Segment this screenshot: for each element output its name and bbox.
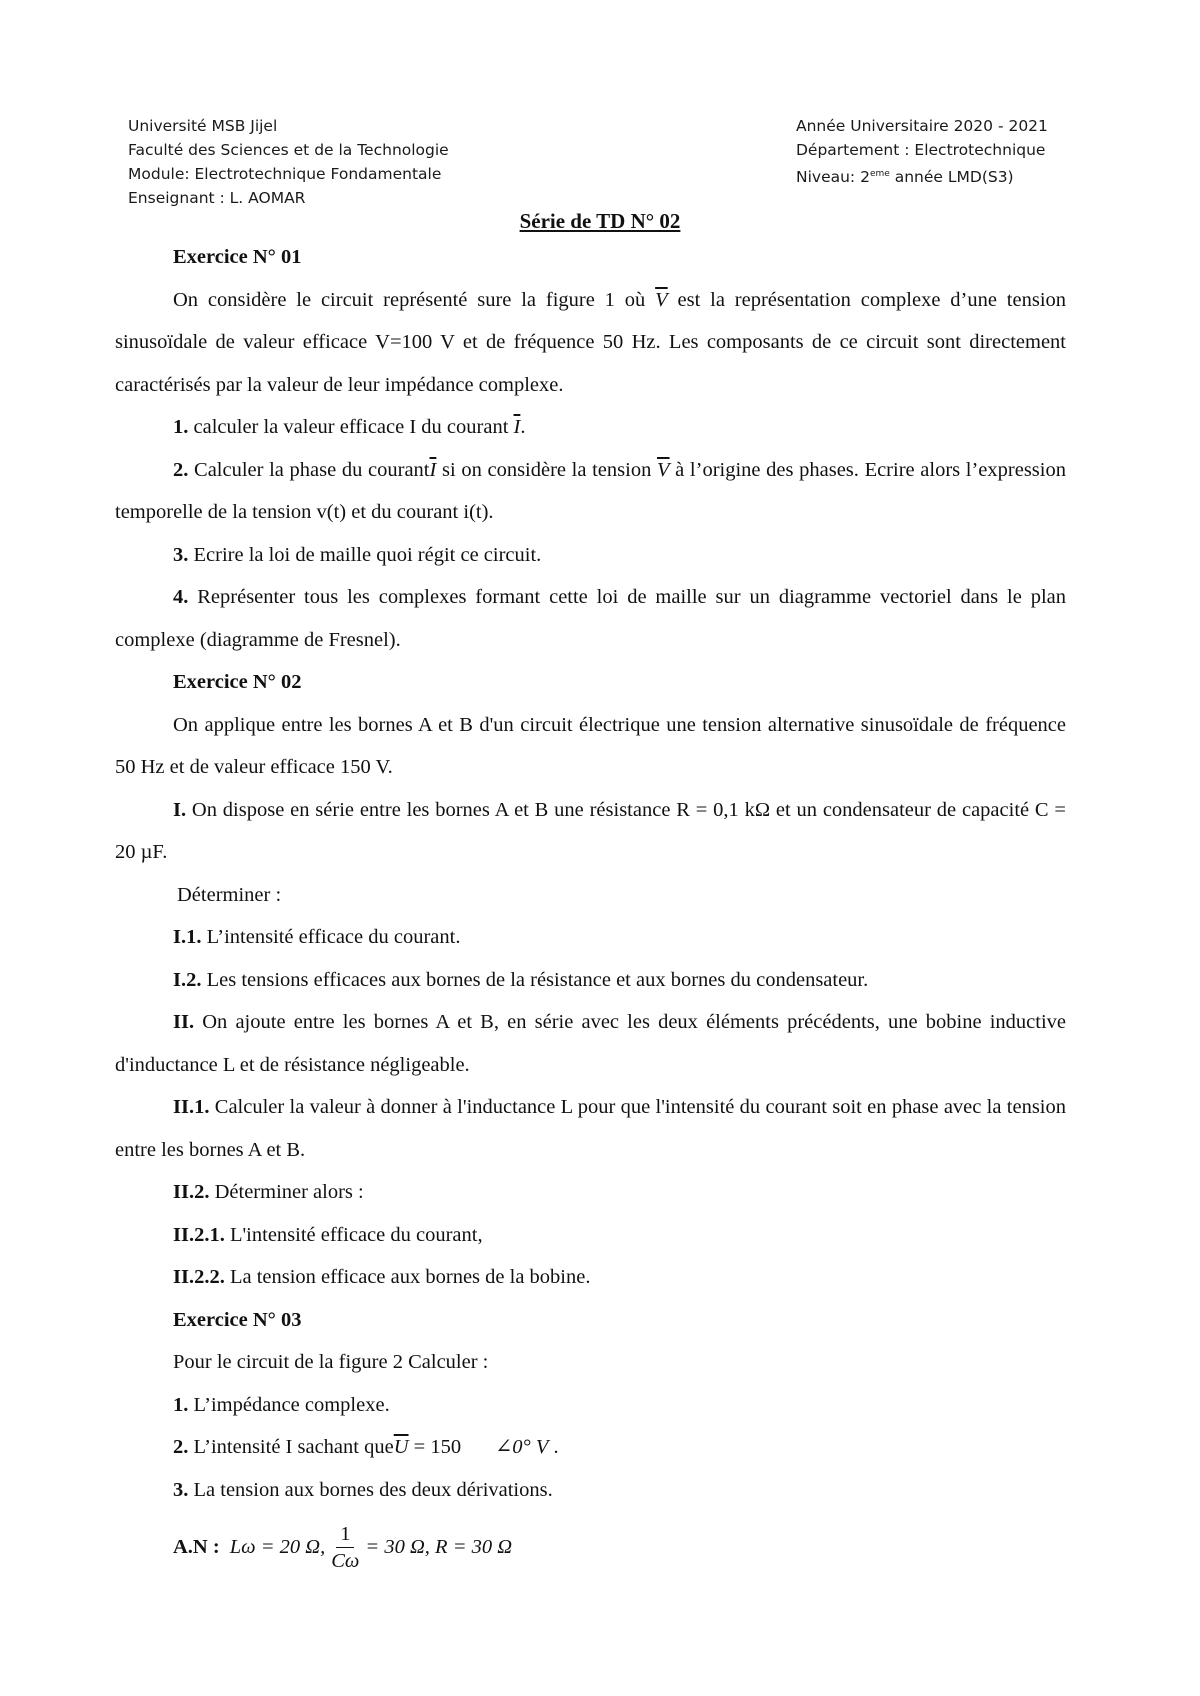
exercise-2-question-1-2: I.2. Les tensions efficaces aux bornes de la résistance et aux bornes du condensateur. [173,968,869,991]
exercise-content [115,236,1066,1579]
exercise-2-part-1: I. On dispose en série entre les bornes A et B une résistance R = 0,1 kΩ et un condensateur de capacité C = 20 µF. [115,798,1066,863]
exercise-3-numerical-application [115,1515,1066,1579]
header-university: Université MSB Jijel [128,117,278,135]
exercise-1-heading: Exercice N° 01 [173,246,302,268]
header-year: Année Universitaire 2020 - 2021 [796,117,1048,135]
exercise-3-question-2: 2. L’intensité I sachant $que\overline{U} = 150$ ∠0° V . [173,1436,559,1458]
exercise-1-intro: On considère le circuit représenté sure la figure 1 où $\overline{V}$ est la représentation complexe d’une tension sinusoïdale de valeur efficace V=100 V et de fréquence 50 Hz. Les composants de ce circuit sont directement caractérisés par la valeur de leur impédance complexe. [115,288,1067,396]
exercise-1-question-1: 1. calculer la valeur efficace I du courant $\overline{I}$. [173,416,526,438]
header-level: Niveau: 2eme année LMD(S3) [796,168,1014,187]
exercise-1-question-4: 4. Représenter tous les complexes formant cette loi de maille sur un diagramme vectoriel dans le plan complexe (diagramme de Fresnel). [115,586,1066,651]
page-title: Série de TD N° 02 [519,209,681,233]
header-department: Département : Electrotechnique [796,141,1046,159]
exercise-2-determiner: Déterminer : [177,883,282,906]
exercise-3-question-3: 3. La tension aux bornes des deux dérivations. [173,1478,553,1501]
header-left [128,114,449,210]
exercise-2-question-2-1: II.1. Calculer la valeur à donner à l'inductance L pour que l'intensité du courant soit en phase avec la tension entre les bornes A et B. [115,1096,1066,1161]
header-faculty: Faculté des Sciences et de la Technologie [128,141,449,159]
exercise-2-question-1-1: I.1. L’intensité efficace du courant. [173,926,461,948]
exercise-3-intro: Pour le circuit de la figure 2 Calculer : [173,1351,489,1373]
exercise-2-intro: On applique entre les bornes A et B d'un circuit électrique une tension alternative sinusoïdale de fréquence 50 Hz et de valeur efficace 150 V. [115,713,1066,778]
exercise-2-question-2-2-1: II.2.1. L'intensité efficace du courant, [173,1223,483,1246]
exercise-3-question-1: 1. L’impédance complexe. [173,1393,390,1416]
exercise-2-part-2: II. On ajoute entre les bornes A et B, en série avec les deux éléments précédents, une bobine inductive d'inductance L et de résistance négligeable. [115,1011,1066,1076]
header-module: Module: Electrotechnique Fondamentale [128,165,442,183]
inductive-reactance-value: Lω = 20 Ω, [229,1535,326,1558]
header-right [796,114,1048,189]
capacitive-reactance-fraction: $\frac{1}{C\omega}$ [331,1522,360,1572]
exercise-2-heading: Exercice N° 02 [173,671,302,693]
exercise-2-question-2-2-2: II.2.2. La tension efficace aux bornes de la bobine. [173,1266,591,1288]
exercise-1-question-2: 2. Calculer la phase du $courant\overline{I}$ si on considère la tension $\overline{V}$ à l’origine des phases. Ecrire alors l’expression temporelle de la tension v(t) et du courant i(t). [115,458,1066,523]
capacitive-reactance-and-resistance-value: = 30 Ω, R = 30 Ω [365,1535,513,1558]
exercise-3-heading: Exercice N° 03 [173,1308,302,1331]
numerical-application-label: A.N : [173,1535,220,1558]
exercise-2-question-2-2: II.2. Déterminer alors : [173,1181,364,1203]
header-teacher: Enseignant : L. AOMAR [128,189,306,207]
exercise-1-question-3: 3. Ecrire la loi de maille quoi régit ce circuit. [173,543,542,566]
